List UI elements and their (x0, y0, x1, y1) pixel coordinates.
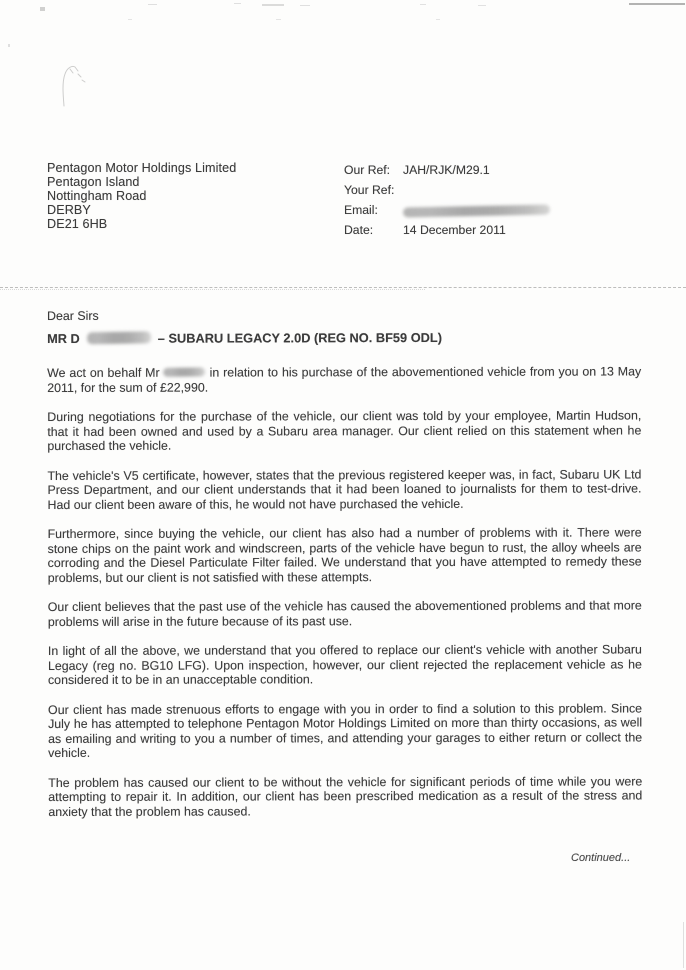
letter-body (47, 307, 642, 834)
fold-perforation-line (0, 287, 686, 288)
date-row (344, 223, 550, 243)
scan-artifact-dash (436, 19, 440, 20)
subject-suffix: – SUBARU LEGACY 2.0D (REG NO. BF59 ODL) (157, 329, 442, 346)
scan-artifact-top-right-line (629, 3, 685, 5)
reference-block (344, 163, 550, 243)
paragraph-7: Our client has made strenuous efforts to engage with you in order to find a solution to this problem. Since July he has attempted to telephone Pentagon Motor Holdings Limited on more than thirty occasions, as well as emailing and writing to you a number of times, and attending your garages to either return or collect the vehicle. (48, 700, 643, 760)
continued-note: Continued... (571, 852, 631, 864)
our-ref-value: JAH/RJK/M29.1 (403, 163, 490, 177)
paragraph-1-before-redaction: We act on behalf Mr (47, 365, 160, 380)
scan-artifact-dash (300, 5, 310, 6)
scan-artifact-dash (262, 4, 284, 6)
scan-artifact-dash (128, 19, 132, 20)
scan-artifact-dash (234, 3, 241, 4)
your-ref-row (344, 183, 550, 203)
paragraph-4: Furthermore, since buying the vehicle, our client has also had a number of problems with it. There were stone chips on the paint work and windscreen, parts of the vehicle have begun to rust, the alloy wheels are corroding and the Diesel Particulate Filter failed. We understand that you have attempted to remedy these problems, but our client is not satisfied with these attempts. (47, 525, 642, 585)
scan-artifact-dash (40, 7, 45, 11)
date-value: 14 December 2011 (403, 223, 506, 237)
paragraph-1 (47, 364, 641, 395)
fold-perforation-line-secondary (0, 289, 425, 290)
scan-artifact-right-edge (683, 922, 684, 968)
email-label: Email: (344, 203, 378, 217)
recipient-address-block (47, 162, 236, 232)
scan-artifact-dash (420, 4, 426, 5)
your-ref-label: Your Ref: (344, 183, 395, 197)
date-label: Date: (344, 223, 374, 237)
email-row (344, 203, 550, 223)
recipient-address-line: Nottingham Road (47, 188, 147, 203)
redacted-surname-smudge (87, 331, 151, 344)
our-ref-row (344, 163, 550, 183)
subject-prefix: MR D (47, 330, 80, 346)
recipient-name: Pentagon Motor Holdings Limited (47, 161, 237, 175)
paragraph-6: In light of all the above, we understand that you offered to replace our client's vehicle with another Subaru Legacy (reg no. BG10 LFG). Upon inspection, however, our client rejected the replacement vehicle as he considered it to be in an unacceptable condition. (47, 642, 642, 687)
scan-artifact-dash (478, 5, 486, 6)
redacted-email-smudge (403, 204, 550, 217)
scan-artifact-dash (276, 19, 281, 20)
paragraph-8: The problem has caused our client to be without the vehicle for significant periods of time while you were attempting to repair it. In addition, our client has been prescribed medication as a result of the stress and anxiety that the problem has caused. (48, 773, 643, 819)
paragraph-1-after-redaction: in relation to his purchase of the abovementioned vehicle from you on 13 May 2011, for the sum of £22,990. (47, 364, 642, 395)
our-ref-label: Our Ref: (344, 163, 391, 177)
pencil-squiggle-mark (58, 60, 90, 110)
subject-line (47, 330, 641, 346)
recipient-address-postcode: DE21 6HB (47, 216, 108, 231)
recipient-address-city: DERBY (47, 202, 91, 217)
paragraph-5: Our client believes that the past use of the vehicle has caused the abovementioned problems and that more problems will arise in the future because of its past use. (47, 598, 642, 629)
scan-artifact-dash (148, 4, 157, 5)
redacted-client-name-smudge (164, 368, 206, 378)
paragraph-2: During negotiations for the purchase of the vehicle, our client was told by your employee, Martin Hudson, that it had been owned and used by a Subaru area manager. Our client relied on this statement when he purchased the vehicle. (47, 408, 642, 453)
recipient-address-line: Pentagon Island (47, 174, 140, 189)
paragraph-3: The vehicle's V5 certificate, however, states that the previous registered keeper was, in fact, Subaru UK Ltd Press Department, and our client understands that it had been loaned to journalists for them to test-drive. Had our client been aware of this, he would not have purchased the vehicle. (47, 466, 642, 512)
salutation: Dear Sirs (47, 308, 99, 323)
scan-artifact-speck (8, 44, 10, 47)
